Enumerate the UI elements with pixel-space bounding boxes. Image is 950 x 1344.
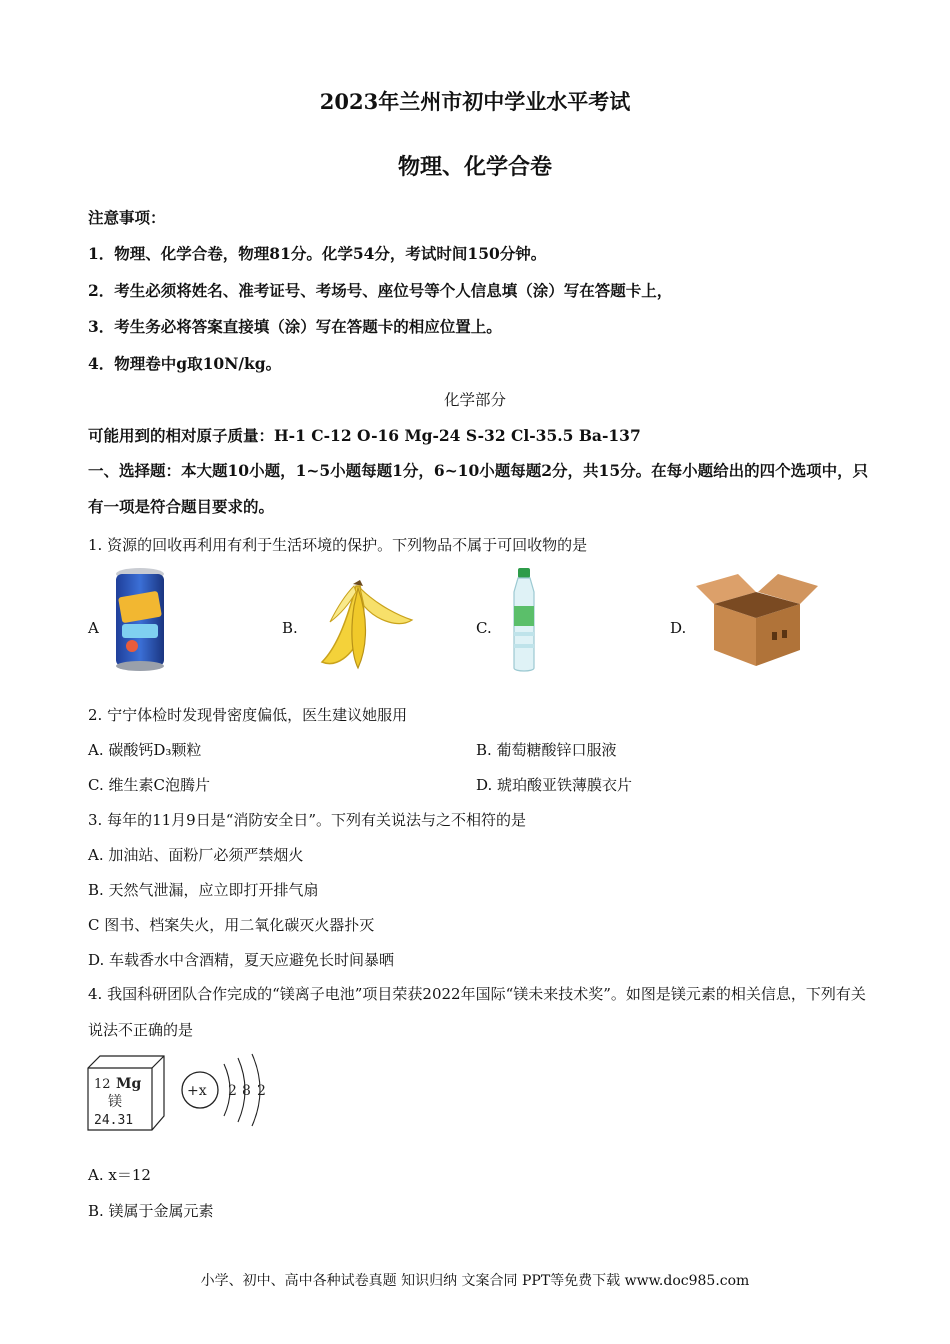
shell-2-electrons: 8: [242, 1083, 251, 1099]
q3-option-d: D. 车载香水中含酒精，夏天应避免长时间暴晒: [88, 951, 395, 969]
q4-option-a: A. x＝12: [88, 1166, 151, 1184]
magnesium-element-card: [86, 1054, 166, 1136]
q2-option-b: B. 葡萄糖酸锌口服液: [476, 741, 617, 759]
q3-option-b: B. 天然气泄漏，应立即打开排气扇: [88, 881, 319, 899]
q2-option-c: C. 维生素C泡腾片: [88, 776, 210, 794]
q1-stem: 1. 资源的回收再利用有利于生活环境的保护。下列物品不属于可回收物的是: [88, 536, 588, 554]
cardboard-box-image: [694, 568, 820, 672]
element-mass: 24.31: [94, 1113, 134, 1128]
atomic-masses: 可能用到的相对原子质量：H-1 C-12 O-16 Mg-24 S-32 Cl-35.5 Ba-137: [88, 426, 641, 445]
page-footer: 小学、初中、高中各种试卷真题 知识归纳 文案合同 PPT等免费下载 www.doc985.com: [200, 1273, 750, 1289]
q3-option-c: C 图书、档案失火，用二氧化碳灭火器扑灭: [88, 916, 375, 934]
element-number: 12: [94, 1077, 111, 1092]
q3-option-a: A. 加油站、面粉厂必须严禁烟火: [88, 846, 304, 864]
q2-option-a: A. 碳酸钙D₃颗粒: [88, 741, 202, 759]
element-symbol: Mg: [116, 1076, 142, 1092]
q3-stem: 3. 每年的11月9日是“消防安全日”。下列有关说法与之不相符的是: [88, 811, 527, 829]
q2-stem: 2. 宁宁体检时发现骨密度偏低，医生建议她服用: [88, 706, 408, 724]
q2-option-d: D. 琥珀酸亚铁薄膜衣片: [476, 776, 633, 794]
notice-item-3: 3．考生务必将答案直接填（涂）写在答题卡的相应位置上。: [88, 317, 502, 336]
notice-item-2: 2．考生必须将姓名、准考证号、考场号、座位号等个人信息填（涂）写在答题卡上，: [88, 281, 673, 300]
q1-option-b-label: B.: [282, 619, 298, 637]
shell-3-electrons: 2: [257, 1083, 266, 1099]
water-bottle-image: [504, 566, 544, 678]
banana-peel-image: [308, 576, 418, 676]
soda-can-image: [108, 566, 172, 678]
element-name: 镁: [108, 1094, 122, 1110]
exam-subtitle: 物理、化学合卷: [397, 154, 552, 180]
q4-stem: 4. 我国科研团队合作完成的“镁离子电池”项目荣获2022年国际“镁未来技术奖”。如图是镁元素的相关信息，下列有关说法不正确的是: [88, 985, 866, 1039]
notice-item-4: 4．物理卷中g取10N/kg。: [88, 354, 282, 373]
notice-heading: 注意事项：: [88, 208, 166, 227]
shell-1-electrons: 2: [228, 1083, 237, 1099]
magnesium-atom-structure: [178, 1050, 278, 1134]
notice-item-1: 1．物理、化学合卷，物理81分。化学54分，考试时间150分钟。: [88, 244, 547, 263]
exam-title: 2023年兰州市初中学业水平考试: [319, 89, 631, 114]
q1-option-c-label: C.: [476, 619, 492, 637]
q4-option-b: B. 镁属于金属元素: [88, 1202, 214, 1220]
q1-option-a-label: A: [88, 619, 99, 637]
chem-section-title: 化学部分: [443, 391, 506, 409]
part1-instructions: 一、选择题：本大题10小题，1~5小题每题1分，6~10小题每题2分，共15分。在每小题给出的四个选项中，只有一项是符合题目要求的。: [88, 461, 869, 516]
nucleus-charge: +x: [187, 1083, 207, 1099]
q1-option-d-label: D.: [670, 619, 687, 637]
